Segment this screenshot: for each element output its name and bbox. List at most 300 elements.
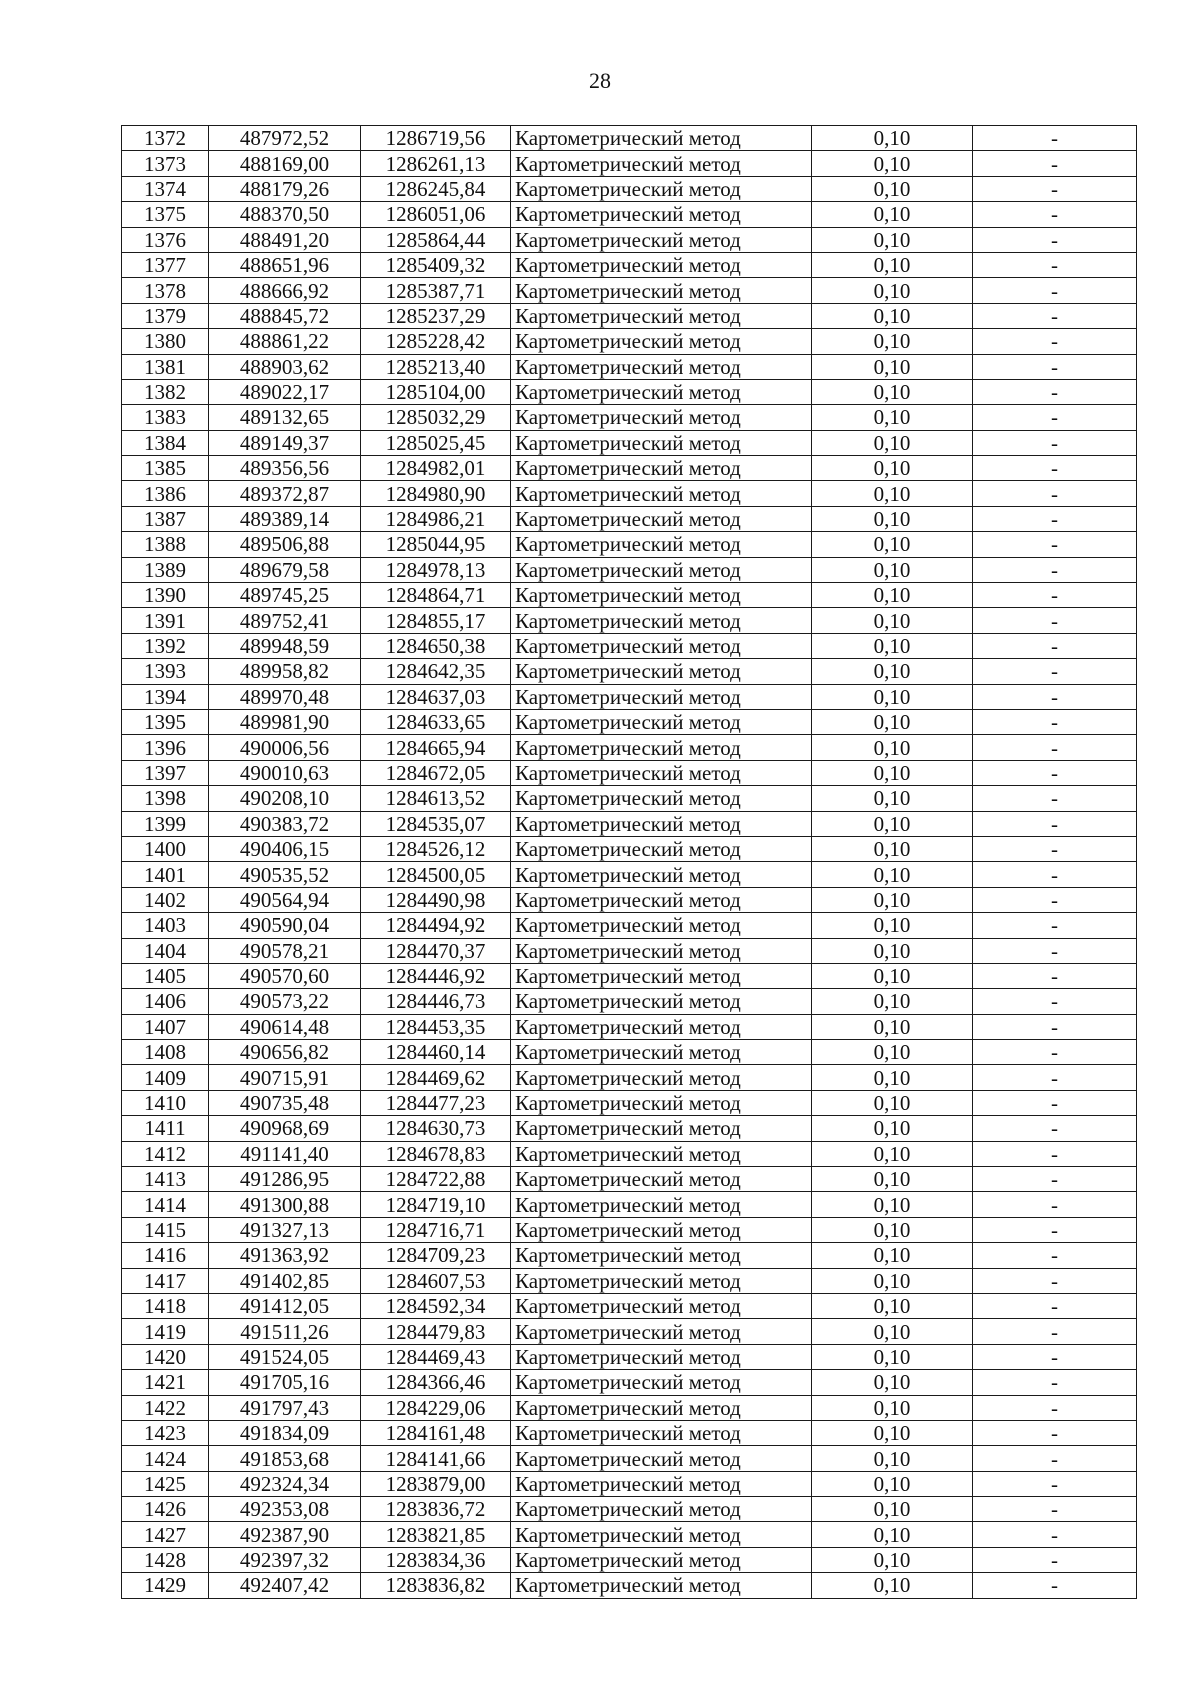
- x-coordinate-cell: 488861,22: [209, 329, 361, 354]
- table-row: [122, 989, 1137, 1014]
- x-coordinate-cell: 490208,10: [209, 786, 361, 811]
- description-cell: -: [973, 1547, 1137, 1572]
- y-coordinate-cell: 1284982,01: [361, 456, 511, 481]
- table-row: [122, 608, 1137, 633]
- y-coordinate-cell: 1284980,90: [361, 481, 511, 506]
- precision-cell: 0,10: [812, 1446, 973, 1471]
- method-cell: Картометрический метод: [511, 1243, 812, 1268]
- point-number-cell: 1421: [122, 1370, 209, 1395]
- method-cell: Картометрический метод: [511, 760, 812, 785]
- precision-cell: 0,10: [812, 1573, 973, 1598]
- description-cell: -: [973, 963, 1137, 988]
- precision-cell: 0,10: [812, 1471, 973, 1496]
- y-coordinate-cell: 1284161,48: [361, 1420, 511, 1445]
- y-coordinate-cell: 1284366,46: [361, 1370, 511, 1395]
- precision-cell: 0,10: [812, 836, 973, 861]
- x-coordinate-cell: 489372,87: [209, 481, 361, 506]
- method-cell: Картометрический метод: [511, 506, 812, 531]
- precision-cell: 0,10: [812, 252, 973, 277]
- method-cell: Картометрический метод: [511, 481, 812, 506]
- point-number-cell: 1412: [122, 1141, 209, 1166]
- description-cell: -: [973, 1293, 1137, 1318]
- x-coordinate-cell: 490715,91: [209, 1065, 361, 1090]
- description-cell: -: [973, 506, 1137, 531]
- method-cell: Картометрический метод: [511, 303, 812, 328]
- x-coordinate-cell: 491797,43: [209, 1395, 361, 1420]
- y-coordinate-cell: 1285104,00: [361, 379, 511, 404]
- method-cell: Картометрический метод: [511, 633, 812, 658]
- precision-cell: 0,10: [812, 176, 973, 201]
- description-cell: -: [973, 1116, 1137, 1141]
- precision-cell: 0,10: [812, 1192, 973, 1217]
- y-coordinate-cell: 1286719,56: [361, 126, 511, 151]
- precision-cell: 0,10: [812, 735, 973, 760]
- point-number-cell: 1424: [122, 1446, 209, 1471]
- y-coordinate-cell: 1283836,82: [361, 1573, 511, 1598]
- x-coordinate-cell: 488666,92: [209, 278, 361, 303]
- x-coordinate-cell: 489958,82: [209, 659, 361, 684]
- y-coordinate-cell: 1284716,71: [361, 1217, 511, 1242]
- method-cell: Картометрический метод: [511, 1141, 812, 1166]
- precision-cell: 0,10: [812, 532, 973, 557]
- precision-cell: 0,10: [812, 760, 973, 785]
- description-cell: -: [973, 557, 1137, 582]
- table-row: [122, 633, 1137, 658]
- table-row: [122, 1573, 1137, 1598]
- precision-cell: 0,10: [812, 1040, 973, 1065]
- x-coordinate-cell: 491511,26: [209, 1319, 361, 1344]
- description-cell: -: [973, 202, 1137, 227]
- point-number-cell: 1425: [122, 1471, 209, 1496]
- point-number-cell: 1377: [122, 252, 209, 277]
- method-cell: Картометрический метод: [511, 1116, 812, 1141]
- x-coordinate-cell: 490578,21: [209, 938, 361, 963]
- table-row: [122, 1090, 1137, 1115]
- table-row: [122, 481, 1137, 506]
- y-coordinate-cell: 1284650,38: [361, 633, 511, 658]
- method-cell: Картометрический метод: [511, 1395, 812, 1420]
- y-coordinate-cell: 1284469,62: [361, 1065, 511, 1090]
- x-coordinate-cell: 489149,37: [209, 430, 361, 455]
- description-cell: -: [973, 938, 1137, 963]
- precision-cell: 0,10: [812, 1141, 973, 1166]
- point-number-cell: 1406: [122, 989, 209, 1014]
- point-number-cell: 1384: [122, 430, 209, 455]
- point-number-cell: 1392: [122, 633, 209, 658]
- method-cell: Картометрический метод: [511, 126, 812, 151]
- y-coordinate-cell: 1283836,72: [361, 1497, 511, 1522]
- table-row: [122, 278, 1137, 303]
- method-cell: Картометрический метод: [511, 430, 812, 455]
- point-number-cell: 1378: [122, 278, 209, 303]
- table-row: [122, 252, 1137, 277]
- precision-cell: 0,10: [812, 379, 973, 404]
- description-cell: -: [973, 684, 1137, 709]
- table-row: [122, 1116, 1137, 1141]
- description-cell: -: [973, 659, 1137, 684]
- point-number-cell: 1374: [122, 176, 209, 201]
- y-coordinate-cell: 1284469,43: [361, 1344, 511, 1369]
- x-coordinate-cell: 490590,04: [209, 913, 361, 938]
- x-coordinate-cell: 491286,95: [209, 1167, 361, 1192]
- point-number-cell: 1428: [122, 1547, 209, 1572]
- y-coordinate-cell: 1284719,10: [361, 1192, 511, 1217]
- description-cell: -: [973, 1192, 1137, 1217]
- description-cell: -: [973, 481, 1137, 506]
- table-body: [122, 126, 1137, 1599]
- point-number-cell: 1382: [122, 379, 209, 404]
- precision-cell: 0,10: [812, 506, 973, 531]
- x-coordinate-cell: 488845,72: [209, 303, 361, 328]
- table-row: [122, 430, 1137, 455]
- point-number-cell: 1403: [122, 913, 209, 938]
- x-coordinate-cell: 488370,50: [209, 202, 361, 227]
- description-cell: -: [973, 989, 1137, 1014]
- precision-cell: 0,10: [812, 684, 973, 709]
- method-cell: Картометрический метод: [511, 1217, 812, 1242]
- y-coordinate-cell: 1286261,13: [361, 151, 511, 176]
- table-row: [122, 176, 1137, 201]
- point-number-cell: 1404: [122, 938, 209, 963]
- description-cell: -: [973, 1420, 1137, 1445]
- table-row: [122, 405, 1137, 430]
- precision-cell: 0,10: [812, 303, 973, 328]
- table-row: [122, 1522, 1137, 1547]
- page-number: 28: [589, 68, 611, 93]
- method-cell: Картометрический метод: [511, 1344, 812, 1369]
- x-coordinate-cell: 489022,17: [209, 379, 361, 404]
- method-cell: Картометрический метод: [511, 252, 812, 277]
- method-cell: Картометрический метод: [511, 1293, 812, 1318]
- point-number-cell: 1419: [122, 1319, 209, 1344]
- precision-cell: 0,10: [812, 659, 973, 684]
- precision-cell: 0,10: [812, 633, 973, 658]
- method-cell: Картометрический метод: [511, 354, 812, 379]
- precision-cell: 0,10: [812, 811, 973, 836]
- point-number-cell: 1396: [122, 735, 209, 760]
- table-row: [122, 151, 1137, 176]
- description-cell: -: [973, 1522, 1137, 1547]
- table-row: [122, 1141, 1137, 1166]
- description-cell: -: [973, 1090, 1137, 1115]
- y-coordinate-cell: 1285387,71: [361, 278, 511, 303]
- method-cell: Картометрический метод: [511, 532, 812, 557]
- precision-cell: 0,10: [812, 1344, 973, 1369]
- precision-cell: 0,10: [812, 938, 973, 963]
- x-coordinate-cell: 491524,05: [209, 1344, 361, 1369]
- x-coordinate-cell: 489356,56: [209, 456, 361, 481]
- method-cell: Картометрический метод: [511, 684, 812, 709]
- precision-cell: 0,10: [812, 887, 973, 912]
- y-coordinate-cell: 1283834,36: [361, 1547, 511, 1572]
- point-number-cell: 1413: [122, 1167, 209, 1192]
- method-cell: Картометрический метод: [511, 608, 812, 633]
- point-number-cell: 1417: [122, 1268, 209, 1293]
- precision-cell: 0,10: [812, 862, 973, 887]
- description-cell: -: [973, 176, 1137, 201]
- description-cell: -: [973, 836, 1137, 861]
- description-cell: -: [973, 786, 1137, 811]
- precision-cell: 0,10: [812, 1319, 973, 1344]
- table-row: [122, 938, 1137, 963]
- point-number-cell: 1398: [122, 786, 209, 811]
- description-cell: -: [973, 252, 1137, 277]
- point-number-cell: 1386: [122, 481, 209, 506]
- y-coordinate-cell: 1284535,07: [361, 811, 511, 836]
- table-row: [122, 1395, 1137, 1420]
- description-cell: -: [973, 354, 1137, 379]
- table-row: [122, 1446, 1137, 1471]
- coordinates-table: [121, 125, 1137, 1599]
- y-coordinate-cell: 1284446,92: [361, 963, 511, 988]
- description-cell: -: [973, 887, 1137, 912]
- point-number-cell: 1405: [122, 963, 209, 988]
- precision-cell: 0,10: [812, 989, 973, 1014]
- precision-cell: 0,10: [812, 1014, 973, 1039]
- method-cell: Картометрический метод: [511, 1370, 812, 1395]
- description-cell: -: [973, 1319, 1137, 1344]
- y-coordinate-cell: 1284633,65: [361, 709, 511, 734]
- description-cell: -: [973, 1573, 1137, 1598]
- method-cell: Картометрический метод: [511, 1522, 812, 1547]
- y-coordinate-cell: 1284709,23: [361, 1243, 511, 1268]
- description-cell: -: [973, 126, 1137, 151]
- method-cell: Картометрический метод: [511, 227, 812, 252]
- point-number-cell: 1394: [122, 684, 209, 709]
- method-cell: Картометрический метод: [511, 1420, 812, 1445]
- x-coordinate-cell: 492324,34: [209, 1471, 361, 1496]
- method-cell: Картометрический метод: [511, 329, 812, 354]
- point-number-cell: 1410: [122, 1090, 209, 1115]
- x-coordinate-cell: 488903,62: [209, 354, 361, 379]
- method-cell: Картометрический метод: [511, 735, 812, 760]
- method-cell: Картометрический метод: [511, 405, 812, 430]
- point-number-cell: 1399: [122, 811, 209, 836]
- method-cell: Картометрический метод: [511, 989, 812, 1014]
- method-cell: Картометрический метод: [511, 1471, 812, 1496]
- table-row: [122, 557, 1137, 582]
- x-coordinate-cell: 491300,88: [209, 1192, 361, 1217]
- table-row: [122, 1497, 1137, 1522]
- x-coordinate-cell: 490564,94: [209, 887, 361, 912]
- table-row: [122, 659, 1137, 684]
- x-coordinate-cell: 490535,52: [209, 862, 361, 887]
- table-row: [122, 456, 1137, 481]
- description-cell: -: [973, 1014, 1137, 1039]
- method-cell: Картометрический метод: [511, 1090, 812, 1115]
- method-cell: Картометрический метод: [511, 1497, 812, 1522]
- point-number-cell: 1385: [122, 456, 209, 481]
- y-coordinate-cell: 1284607,53: [361, 1268, 511, 1293]
- precision-cell: 0,10: [812, 583, 973, 608]
- point-number-cell: 1408: [122, 1040, 209, 1065]
- method-cell: Картометрический метод: [511, 862, 812, 887]
- x-coordinate-cell: 490614,48: [209, 1014, 361, 1039]
- precision-cell: 0,10: [812, 1268, 973, 1293]
- description-cell: -: [973, 1141, 1137, 1166]
- precision-cell: 0,10: [812, 126, 973, 151]
- precision-cell: 0,10: [812, 1065, 973, 1090]
- method-cell: Картометрический метод: [511, 786, 812, 811]
- table-row: [122, 684, 1137, 709]
- point-number-cell: 1418: [122, 1293, 209, 1318]
- description-cell: -: [973, 1497, 1137, 1522]
- method-cell: Картометрический метод: [511, 1014, 812, 1039]
- table-row: [122, 1293, 1137, 1318]
- point-number-cell: 1373: [122, 151, 209, 176]
- point-number-cell: 1388: [122, 532, 209, 557]
- table-row: [122, 862, 1137, 887]
- method-cell: Картометрический метод: [511, 963, 812, 988]
- method-cell: Картометрический метод: [511, 913, 812, 938]
- point-number-cell: 1422: [122, 1395, 209, 1420]
- y-coordinate-cell: 1283821,85: [361, 1522, 511, 1547]
- table-row: [122, 1370, 1137, 1395]
- x-coordinate-cell: 491705,16: [209, 1370, 361, 1395]
- x-coordinate-cell: 489389,14: [209, 506, 361, 531]
- precision-cell: 0,10: [812, 913, 973, 938]
- table-row: [122, 583, 1137, 608]
- x-coordinate-cell: 489981,90: [209, 709, 361, 734]
- table-row: [122, 836, 1137, 861]
- point-number-cell: 1416: [122, 1243, 209, 1268]
- method-cell: Картометрический метод: [511, 1192, 812, 1217]
- x-coordinate-cell: 492353,08: [209, 1497, 361, 1522]
- point-number-cell: 1401: [122, 862, 209, 887]
- table-row: [122, 1547, 1137, 1572]
- precision-cell: 0,10: [812, 963, 973, 988]
- y-coordinate-cell: 1284479,83: [361, 1319, 511, 1344]
- x-coordinate-cell: 490656,82: [209, 1040, 361, 1065]
- y-coordinate-cell: 1284470,37: [361, 938, 511, 963]
- y-coordinate-cell: 1284672,05: [361, 760, 511, 785]
- description-cell: -: [973, 1370, 1137, 1395]
- x-coordinate-cell: 488169,00: [209, 151, 361, 176]
- x-coordinate-cell: 490383,72: [209, 811, 361, 836]
- description-cell: -: [973, 405, 1137, 430]
- y-coordinate-cell: 1285409,32: [361, 252, 511, 277]
- precision-cell: 0,10: [812, 1090, 973, 1115]
- point-number-cell: 1402: [122, 887, 209, 912]
- y-coordinate-cell: 1284490,98: [361, 887, 511, 912]
- x-coordinate-cell: 491363,92: [209, 1243, 361, 1268]
- description-cell: -: [973, 1040, 1137, 1065]
- precision-cell: 0,10: [812, 1497, 973, 1522]
- table-row: [122, 760, 1137, 785]
- table-row: [122, 1243, 1137, 1268]
- point-number-cell: 1387: [122, 506, 209, 531]
- table-row: [122, 1319, 1137, 1344]
- point-number-cell: 1380: [122, 329, 209, 354]
- y-coordinate-cell: 1284500,05: [361, 862, 511, 887]
- y-coordinate-cell: 1284855,17: [361, 608, 511, 633]
- precision-cell: 0,10: [812, 1370, 973, 1395]
- y-coordinate-cell: 1283879,00: [361, 1471, 511, 1496]
- precision-cell: 0,10: [812, 456, 973, 481]
- precision-cell: 0,10: [812, 1217, 973, 1242]
- y-coordinate-cell: 1284446,73: [361, 989, 511, 1014]
- method-cell: Картометрический метод: [511, 456, 812, 481]
- description-cell: -: [973, 1217, 1137, 1242]
- y-coordinate-cell: 1284592,34: [361, 1293, 511, 1318]
- y-coordinate-cell: 1284141,66: [361, 1446, 511, 1471]
- y-coordinate-cell: 1285228,42: [361, 329, 511, 354]
- point-number-cell: 1372: [122, 126, 209, 151]
- description-cell: -: [973, 303, 1137, 328]
- x-coordinate-cell: 491402,85: [209, 1268, 361, 1293]
- description-cell: -: [973, 1471, 1137, 1496]
- method-cell: Картометрический метод: [511, 709, 812, 734]
- method-cell: Картометрический метод: [511, 1065, 812, 1090]
- x-coordinate-cell: 490573,22: [209, 989, 361, 1014]
- description-cell: -: [973, 760, 1137, 785]
- point-number-cell: 1390: [122, 583, 209, 608]
- x-coordinate-cell: 490006,56: [209, 735, 361, 760]
- table-row: [122, 202, 1137, 227]
- precision-cell: 0,10: [812, 1116, 973, 1141]
- y-coordinate-cell: 1284526,12: [361, 836, 511, 861]
- precision-cell: 0,10: [812, 481, 973, 506]
- description-cell: -: [973, 1344, 1137, 1369]
- x-coordinate-cell: 491141,40: [209, 1141, 361, 1166]
- point-number-cell: 1393: [122, 659, 209, 684]
- point-number-cell: 1411: [122, 1116, 209, 1141]
- y-coordinate-cell: 1284978,13: [361, 557, 511, 582]
- x-coordinate-cell: 491327,13: [209, 1217, 361, 1242]
- point-number-cell: 1429: [122, 1573, 209, 1598]
- y-coordinate-cell: 1285213,40: [361, 354, 511, 379]
- description-cell: -: [973, 1395, 1137, 1420]
- description-cell: -: [973, 583, 1137, 608]
- y-coordinate-cell: 1284864,71: [361, 583, 511, 608]
- y-coordinate-cell: 1285864,44: [361, 227, 511, 252]
- description-cell: -: [973, 608, 1137, 633]
- description-cell: -: [973, 456, 1137, 481]
- point-number-cell: 1381: [122, 354, 209, 379]
- x-coordinate-cell: 491853,68: [209, 1446, 361, 1471]
- y-coordinate-cell: 1284722,88: [361, 1167, 511, 1192]
- method-cell: Картометрический метод: [511, 278, 812, 303]
- y-coordinate-cell: 1284229,06: [361, 1395, 511, 1420]
- description-cell: -: [973, 1167, 1137, 1192]
- table-row: [122, 379, 1137, 404]
- description-cell: -: [973, 278, 1137, 303]
- y-coordinate-cell: 1284613,52: [361, 786, 511, 811]
- method-cell: Картометрический метод: [511, 151, 812, 176]
- precision-cell: 0,10: [812, 1547, 973, 1572]
- precision-cell: 0,10: [812, 1522, 973, 1547]
- y-coordinate-cell: 1284494,92: [361, 913, 511, 938]
- table-row: [122, 1040, 1137, 1065]
- description-cell: -: [973, 735, 1137, 760]
- table-row: [122, 1167, 1137, 1192]
- y-coordinate-cell: 1284665,94: [361, 735, 511, 760]
- y-coordinate-cell: 1284453,35: [361, 1014, 511, 1039]
- precision-cell: 0,10: [812, 709, 973, 734]
- precision-cell: 0,10: [812, 278, 973, 303]
- description-cell: -: [973, 633, 1137, 658]
- x-coordinate-cell: 489506,88: [209, 532, 361, 557]
- table-row: [122, 963, 1137, 988]
- method-cell: Картометрический метод: [511, 1446, 812, 1471]
- method-cell: Картометрический метод: [511, 938, 812, 963]
- x-coordinate-cell: 487972,52: [209, 126, 361, 151]
- table-row: [122, 1014, 1137, 1039]
- x-coordinate-cell: 492407,42: [209, 1573, 361, 1598]
- precision-cell: 0,10: [812, 354, 973, 379]
- x-coordinate-cell: 489745,25: [209, 583, 361, 608]
- y-coordinate-cell: 1284637,03: [361, 684, 511, 709]
